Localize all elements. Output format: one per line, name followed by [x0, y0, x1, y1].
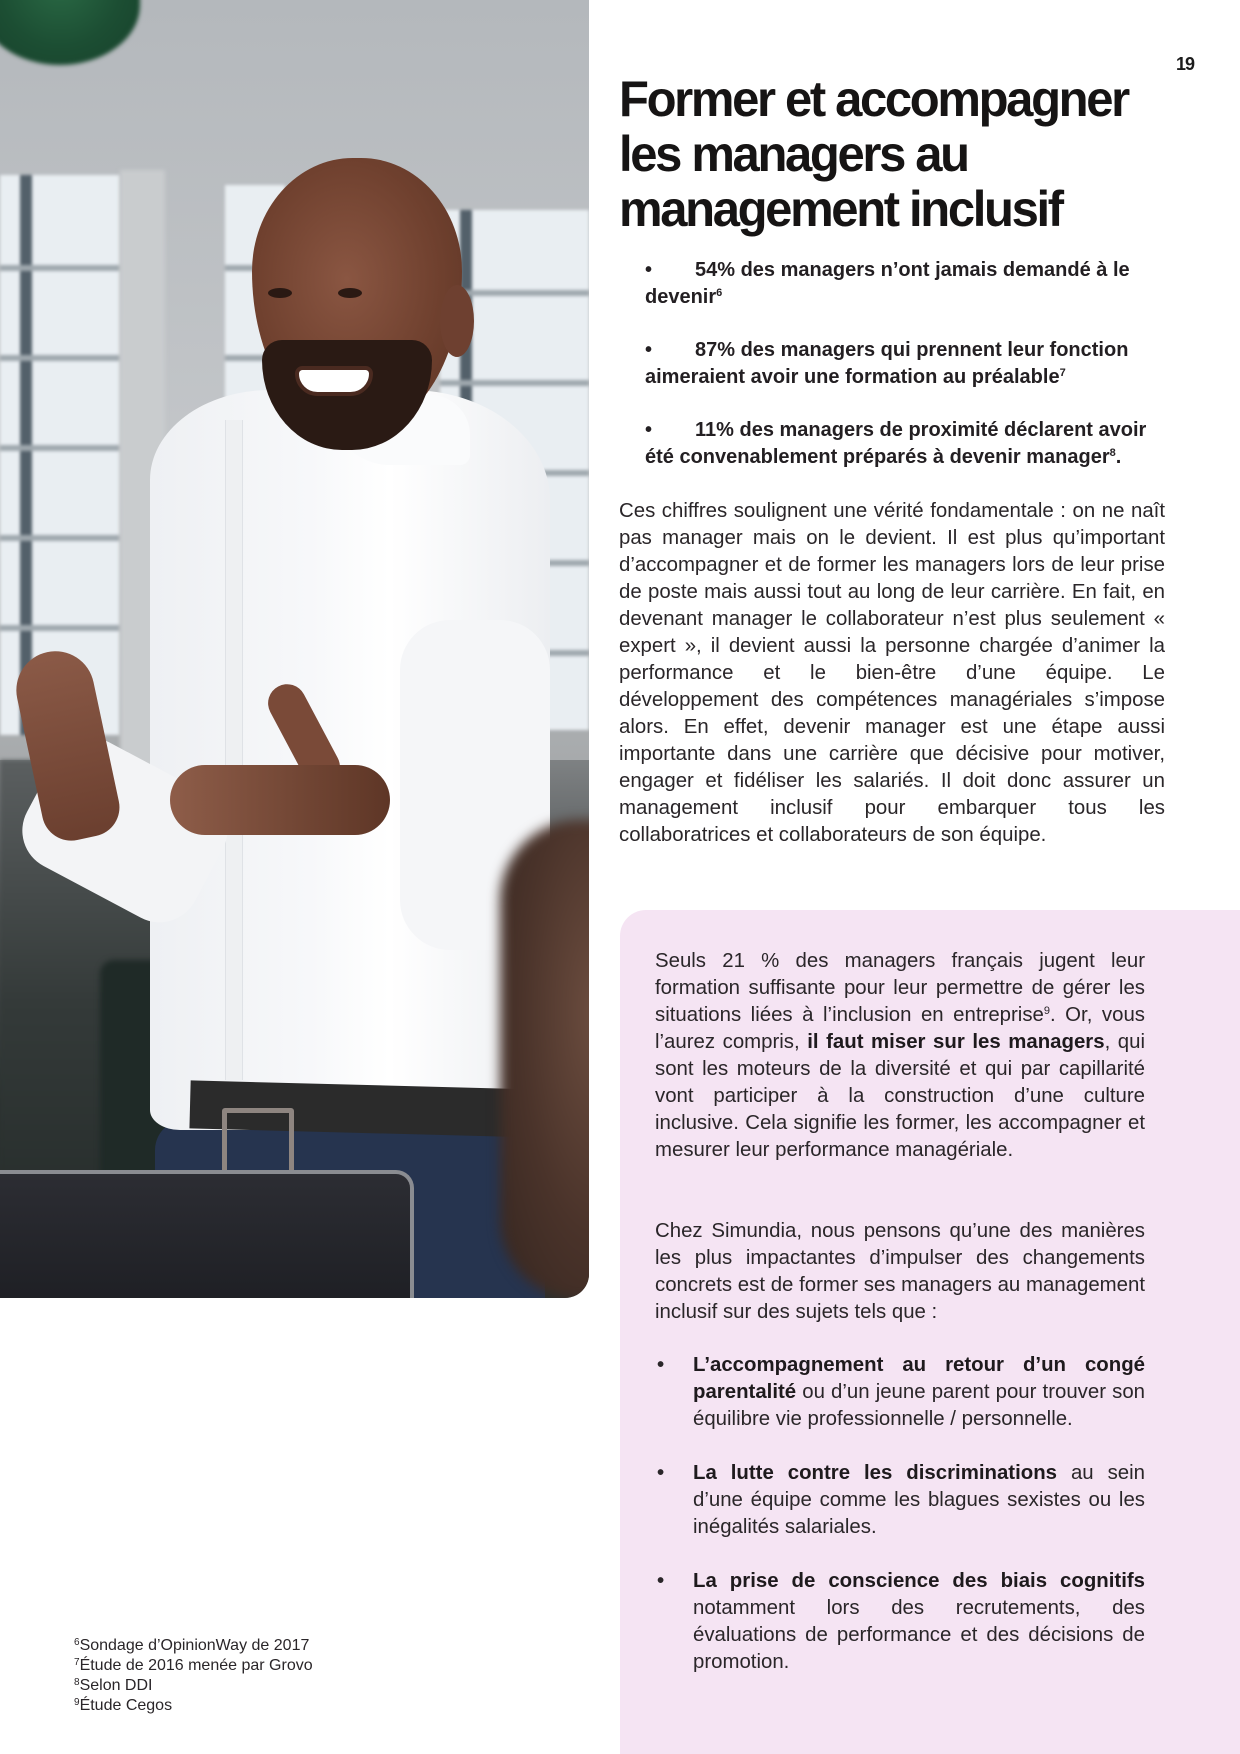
bullet-icon: • — [645, 259, 653, 281]
callout-text: , qui sont les moteurs de la diversité et qui par capillarité vont participer à la construction d’une culture inclusive. Cela signifie les former, les accompagner et mesurer leur performance managériale. — [655, 1031, 1145, 1161]
stats-list — [645, 257, 1165, 497]
footnote-number: 8 — [74, 1677, 80, 1688]
topic-item — [655, 1568, 1145, 1676]
topic-item — [655, 1460, 1145, 1541]
footnote-number: 9 — [74, 1697, 80, 1708]
belt-buckle — [222, 1108, 294, 1178]
topic-title: La lutte contre les discriminations — [693, 1462, 1057, 1484]
foreground-audience-head — [500, 820, 589, 1298]
stat-text: 87% des managers qui prennent leur fonction aimeraient avoir une formation au préalable — [645, 339, 1129, 388]
topic-title: La prise de conscience des biais cognitifs — [693, 1570, 1145, 1592]
footnote — [74, 1636, 474, 1656]
callout-paragraph — [655, 948, 1145, 1164]
laptop — [0, 1170, 414, 1298]
callout-box — [620, 910, 1240, 1754]
title-line: Former et accompagner — [619, 71, 1128, 127]
title-line: les managers au — [619, 126, 968, 182]
page-number: 19 — [1175, 54, 1194, 74]
callout-text: Seuls 21 % des managers français jugent leur formation suffisante pour leur permettre de gérer les situations liées à l’inclusion en entreprise — [655, 950, 1145, 1026]
person-eye — [268, 288, 292, 298]
hero-photo — [0, 0, 589, 1298]
bullet-icon: • — [657, 1570, 665, 1592]
title-line: management inclusif — [619, 181, 1062, 237]
footnotes — [74, 1636, 474, 1716]
footnote-text: Selon DDI — [79, 1677, 153, 1694]
person-hand — [170, 765, 390, 835]
topic-text: au sein d’une équipe comme les blagues sexistes ou les inégalités salariales. — [693, 1462, 1145, 1538]
footnote-ref: 8 — [1109, 447, 1116, 459]
bullet-icon: • — [657, 1354, 665, 1376]
stat-suffix: . — [1115, 446, 1122, 468]
stat-item — [645, 417, 1165, 471]
footnote-ref: 7 — [1059, 367, 1066, 379]
intro-paragraph: Ces chiffres soulignent une vérité fondamentale : on ne naît pas manager mais on le devient. Il est plus qu’important d’accompagner et de former les managers lors de leur prise de poste mais aussi tout au long de leur carrière. En fait, en devenant manager le collaborateur n’est plus seulement « expert », il devient aussi la personne chargée d’animer la performance et le bien-être d’une équipe. Le développement des compétences managériales s’impose alors. En effet, devenir manager est une étape aussi importante dans une carrière que décisive pour motiver, engager et fidéliser les salariés. Il doit donc assurer un management inclusif pour embarquer tous les collaboratrices et collaborateurs de son équipe. — [619, 500, 1165, 846]
topic-text: ou d’un jeune parent pour trouver son équilibre vie professionnelle / personnelle. — [693, 1381, 1145, 1430]
bullet-icon: • — [645, 339, 653, 361]
shirt-placket — [225, 420, 243, 1080]
topic-item — [655, 1352, 1145, 1433]
topic-title: L’accompagnement au retour d’un congé parentalité — [693, 1354, 1145, 1403]
person-mouth — [295, 366, 373, 396]
stat-item — [645, 337, 1165, 391]
footnote-text: Étude Cegos — [79, 1697, 173, 1714]
footnote — [74, 1676, 474, 1696]
callout-paragraph: Chez Simundia, nous pensons qu’une des manières les plus impactantes d’impulser des changements concrets est de former ses managers au management inclusif sur des sujets tels que : — [655, 1220, 1145, 1323]
footnote — [74, 1656, 474, 1676]
person-ear — [440, 285, 474, 357]
footnote-number: 7 — [74, 1657, 80, 1668]
footnote-text: Sondage d’OpinionWay de 2017 — [79, 1637, 310, 1654]
page-title — [619, 72, 1129, 237]
stat-item — [645, 257, 1165, 311]
person-eye — [338, 288, 362, 298]
stat-text: 54% des managers n’ont jamais demandé à le devenir — [645, 259, 1130, 308]
footnote-text: Étude de 2016 menée par Grovo — [79, 1657, 313, 1674]
stat-text: 11% des managers de proximité déclarent avoir été convenablement préparés à devenir manager — [645, 419, 1147, 468]
bullet-icon: • — [657, 1462, 665, 1484]
bullet-icon: • — [645, 419, 653, 441]
callout-emphasis: il faut miser sur les managers — [807, 1031, 1105, 1053]
footnote-ref: 6 — [716, 287, 723, 299]
footnote-ref: 9 — [1043, 1005, 1050, 1017]
topics-list — [655, 1352, 1145, 1703]
footnote-number: 6 — [74, 1637, 80, 1648]
topic-text: notamment lors des recrutements, des évaluations de performance et des décisions de promotion. — [693, 1597, 1145, 1673]
footnote — [74, 1696, 474, 1716]
callout-text: . Or, vous l’aurez compris, — [655, 1004, 1145, 1053]
